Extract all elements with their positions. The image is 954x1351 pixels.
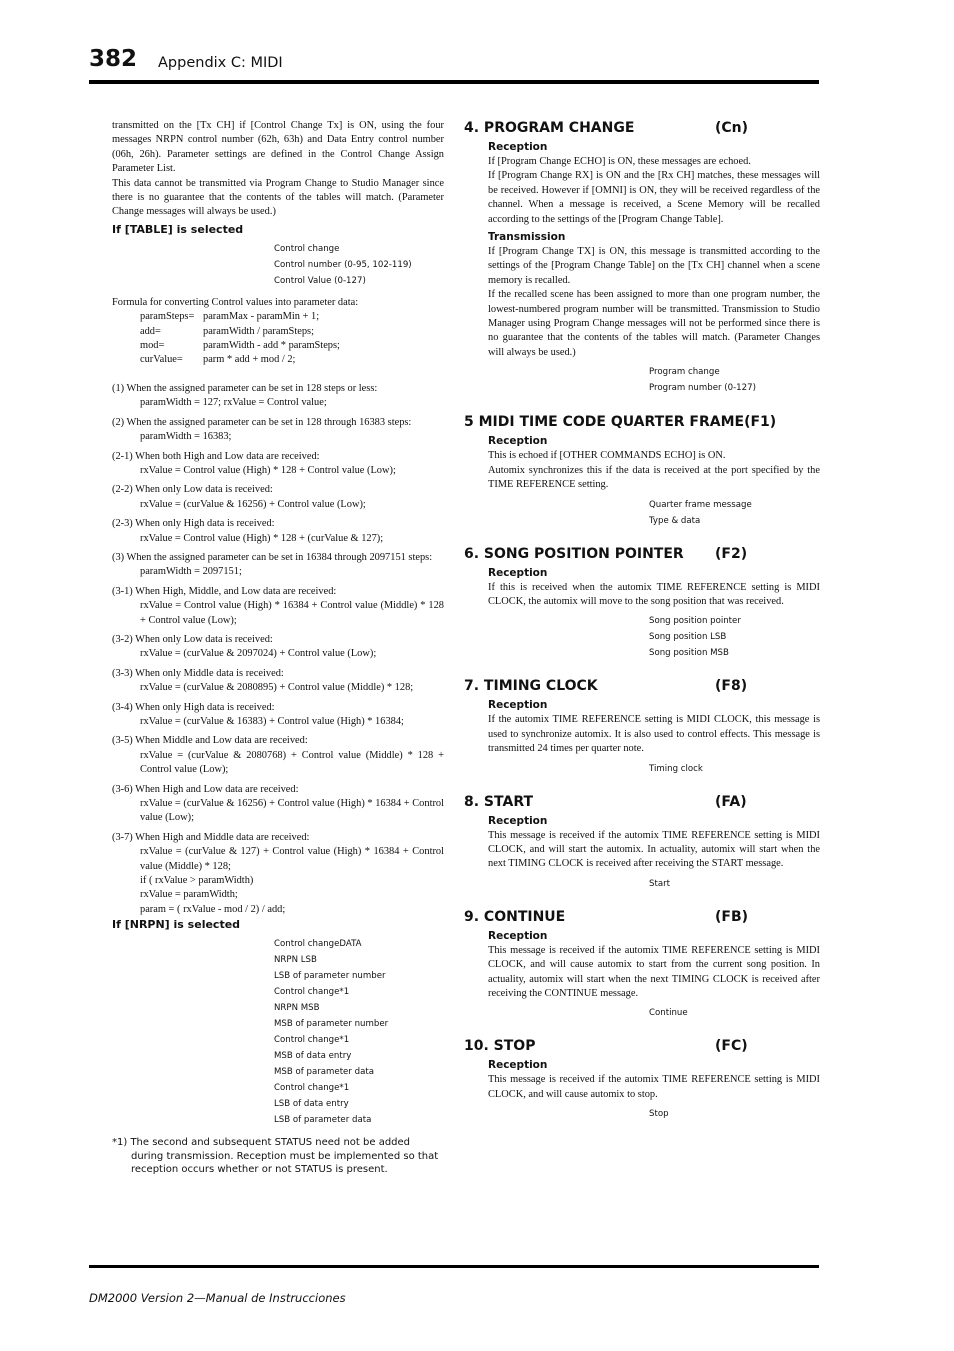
section-heading (464, 793, 820, 811)
header-rule (89, 80, 819, 84)
list-item: Program number (0-127) (649, 383, 756, 394)
list-item: MSB of parameter number (274, 1019, 389, 1030)
case-list (112, 382, 444, 917)
list-item: Song position LSB (649, 632, 727, 643)
case-item (112, 701, 444, 730)
section-body (464, 140, 820, 396)
section-start (464, 793, 820, 892)
formula-line (140, 353, 444, 367)
case-item (112, 382, 444, 411)
formula-block (112, 310, 444, 368)
formula-value: paramMax - paramMin + 1; (203, 311, 320, 323)
reception-heading: Reception (488, 435, 548, 448)
section-title: 8. START (464, 793, 534, 810)
formula-line (140, 310, 444, 324)
section-body (464, 814, 820, 892)
body-paragraph: Automix synchronizes this if the data is received at the port specified by the TIME REFERENCE setting. (488, 464, 820, 491)
section-code: (F2) (715, 545, 748, 562)
list-item: Timing clock (649, 763, 703, 774)
reception-heading: Reception (488, 141, 548, 153)
section-code: (F8) (715, 678, 748, 695)
case-head: (2-3) When only High data is received: (112, 518, 275, 530)
reception-heading: Reception (488, 699, 548, 712)
case-head: (3-2) When only Low data is received: (112, 633, 273, 645)
case-line: paramWidth = 127; rxValue = Control value; (140, 397, 327, 409)
table-message-list (274, 241, 444, 289)
case-line: rxValue = (curValue & 16256) + Control value (Low); (140, 498, 366, 510)
case-line: rxValue = (curValue & 2080895) + Control value (Middle) * 128; (140, 682, 414, 694)
list-item: Control change*1 (274, 1083, 350, 1094)
case-head: (2-1) When both High and Low data are received: (112, 450, 320, 462)
body-paragraph: This message is received if the automix TIME REFERENCE setting is MIDI CLOCK, and will cause automix to start from the current song position. In actuality, automix will start when the next TIMING CLOCK is received after receiving the CONTINUE message. (488, 944, 820, 999)
section-body (464, 929, 820, 1022)
case-line: if ( rxValue > paramWidth) (140, 875, 254, 887)
list-item: MSB of data entry (274, 1051, 352, 1062)
case-item (112, 551, 444, 580)
section-continue (464, 908, 820, 1022)
section-title: 10. STOP (464, 1038, 536, 1055)
case-head: (3-4) When only High data is received: (112, 701, 275, 713)
case-line: rxValue = (curValue & 2097024) + Control value (Low); (140, 648, 377, 660)
footer-rule (89, 1265, 819, 1268)
list-item: Control changeDATA (274, 939, 362, 950)
case-head: (3-7) When High and Middle data are received: (112, 831, 310, 843)
section-heading (464, 413, 820, 431)
section-code: (Cn) (715, 120, 749, 136)
reception-heading: Reception (488, 1059, 548, 1072)
formula-key: paramSteps= (140, 311, 195, 323)
case-line: rxValue = (curValue & 16383) + Control value (High) * 16384; (140, 716, 404, 727)
formula-line (140, 325, 444, 339)
body-paragraph: This is echoed if [OTHER COMMANDS ECHO] is ON. (488, 450, 726, 462)
list-item: LSB of data entry (274, 1099, 349, 1110)
section-title: 6. SONG POSITION POINTER (464, 545, 684, 562)
list-item: Song position MSB (649, 648, 729, 659)
list-item: Type & data (649, 515, 701, 526)
list-item: LSB of parameter number (274, 971, 386, 982)
body-paragraph: If [Program Change RX] is ON and the [Rx CH] matches, these messages will be received. However if [OMNI] is ON, they will be received regardless of the channel. When a message is received, a Scene Memory will be recalled according to the settings of the [Program Change Table]. (488, 170, 820, 225)
list-item: NRPN LSB (274, 955, 317, 966)
section-body (464, 566, 820, 662)
case-line: param = ( rxValue - mod / 2) / add; (140, 903, 286, 915)
message-list (649, 497, 820, 529)
case-head: (1) When the assigned parameter can be set in 128 steps or less: (112, 382, 378, 394)
right-column (464, 119, 820, 1122)
case-item (112, 517, 444, 546)
list-item: Control change*1 (274, 987, 350, 998)
section-code: (FA) (715, 793, 747, 810)
body-paragraph: If the automix TIME REFERENCE setting is MIDI CLOCK, this message is used to synchronize automix. It is also used to control effects. This message is transmitted 24 times per quarter note. (488, 714, 820, 755)
nrpn-message-list (274, 936, 444, 1128)
section-mtc-quarter-frame (464, 413, 820, 528)
case-item (112, 831, 444, 917)
intro-paragraph: This data cannot be transmitted via Program Change to Studio Manager since there is no guarantee that the contents of the tables will match. (Parameter Change messages will always be used.) (112, 177, 444, 218)
case-line: rxValue = Control value (High) * 16384 + Control value (Middle) * 128 + Control value (Low); (140, 600, 444, 626)
case-line: paramWidth = 2097151; (140, 566, 242, 578)
case-head: (3-1) When High, Middle, and Low data are received: (112, 585, 337, 597)
case-line: paramWidth = 16383; (140, 431, 232, 443)
case-line: rxValue = (curValue & 2080768) + Control value (Middle) * 128 + Control value (Low); (140, 749, 444, 776)
case-item (112, 450, 444, 479)
formula-key: curValue= (140, 354, 183, 366)
transmission-heading: Transmission (488, 231, 566, 244)
section-body (464, 434, 820, 528)
section-heading (464, 908, 820, 926)
body-paragraph: This message is received if the automix TIME REFERENCE setting is MIDI CLOCK, and will cause automix to stop. (488, 1074, 820, 1100)
case-item (112, 483, 444, 512)
case-head: (2-2) When only Low data is received: (112, 484, 273, 496)
section-song-position-pointer (464, 545, 820, 662)
list-item: Program change (649, 367, 720, 378)
nrpn-heading: If [NRPN] is selected (112, 918, 241, 932)
case-item (112, 416, 444, 445)
table-heading: If [TABLE] is selected (112, 222, 244, 236)
list-item: LSB of parameter data (274, 1115, 372, 1126)
message-list (649, 876, 820, 892)
page-number: 382 (89, 46, 138, 72)
section-code: (FC) (715, 1038, 748, 1055)
list-item: Song position pointer (649, 616, 741, 627)
body-paragraph: If [Program Change ECHO] is ON, these messages are echoed. (488, 156, 751, 167)
list-item: Continue (649, 1008, 688, 1019)
list-item: NRPN MSB (274, 1003, 320, 1014)
page-header-title: Appendix C: MIDI (158, 55, 283, 71)
body-paragraph: If the recalled scene has been assigned to more than one program number, the lowest-numbered program number will be transmitted. Transmission to Studio Manager using Program Change messages will not be performed since there is no guarantee that the contents of the tables will match. (Parameter Changes will always be used.) (488, 289, 820, 358)
section-program-change (464, 119, 820, 396)
case-item (112, 783, 444, 826)
list-item: Control change (274, 243, 340, 254)
case-item (112, 734, 444, 777)
message-list (649, 761, 820, 777)
footnote: *1) The second and subsequent STATUS need not be added during transmission. Reception must be implemented so that reception occurs whether or not STATUS is present. (112, 1137, 439, 1175)
case-item (112, 585, 444, 628)
case-line: rxValue = paramWidth; (140, 889, 238, 901)
formula-intro: Formula for converting Control values into parameter data: (112, 296, 359, 308)
intro-paragraph: transmitted on the [Tx CH] if [Control Change Tx] is ON, using the four messages NRPN control number (62h, 63h) and Data Entry control number (06h, 26h). Parameter settings are defined in the Control Change Assign Parameter List. (112, 120, 444, 175)
case-head: (3) When the assigned parameter can be set in 16384 through 2097151 steps: (112, 551, 433, 563)
section-body (464, 1058, 820, 1122)
footer-text: DM2000 Version 2—Manual de Instrucciones (89, 1291, 346, 1305)
reception-heading: Reception (488, 929, 548, 942)
message-list (649, 1106, 820, 1122)
list-item: Control number (0-95, 102-119) (274, 259, 412, 270)
list-item: Control Value (0-127) (274, 275, 366, 286)
section-timing-clock (464, 677, 820, 776)
reception-heading: Reception (488, 566, 548, 579)
list-item: MSB of parameter data (274, 1067, 374, 1078)
message-list (649, 613, 820, 661)
list-item: Start (649, 878, 670, 889)
section-title: 4. PROGRAM CHANGE (464, 120, 635, 136)
list-item: Control change*1 (274, 1035, 350, 1046)
formula-line (140, 339, 444, 353)
case-head: (2) When the assigned parameter can be set in 128 through 16383 steps: (112, 416, 412, 428)
case-item (112, 633, 444, 662)
case-line: rxValue = Control value (High) * 128 + Control value (Low); (140, 464, 396, 476)
section-title: 9. CONTINUE (464, 908, 566, 925)
section-heading (464, 119, 820, 137)
case-line: rxValue = (curValue & 16256) + Control value (High) * 16384 + Control value (Low); (140, 798, 444, 824)
body-paragraph: If [Program Change TX] is ON, this message is transmitted according to the settings of the [Program Change Table] on the [Tx CH] channel when a scene memory is recalled. (488, 246, 820, 286)
section-stop (464, 1037, 820, 1122)
list-item: Quarter frame message (649, 499, 752, 510)
case-head: (3-5) When Middle and Low data are received: (112, 735, 308, 747)
section-heading (464, 1037, 820, 1055)
left-column (112, 119, 444, 1176)
case-head: (3-6) When High and Low data are received: (112, 783, 299, 795)
formula-key: mod= (140, 340, 165, 352)
section-title: 5 MIDI TIME CODE QUARTER FRAME(F1) (464, 414, 777, 431)
list-item: Stop (649, 1109, 669, 1120)
reception-heading: Reception (488, 814, 548, 827)
message-list (649, 364, 820, 396)
body-paragraph: This message is received if the automix TIME REFERENCE setting is MIDI CLOCK, and will start the automix. In actuality, automix will start when the next TIMING CLOCK is received after receiving the START message. (488, 829, 820, 870)
section-body (464, 698, 820, 776)
message-list (649, 1005, 820, 1021)
section-heading (464, 677, 820, 695)
formula-value: paramWidth / paramSteps; (203, 325, 314, 337)
formula-value: paramWidth - add * paramSteps; (203, 340, 340, 352)
formula-value: parm * add + mod / 2; (203, 354, 296, 366)
body-paragraph: If this is received when the automix TIME REFERENCE setting is MIDI CLOCK, the automix will move to the song position that was received. (488, 581, 820, 607)
case-head: (3-3) When only Middle data is received: (112, 667, 284, 679)
case-item (112, 667, 444, 696)
case-line: rxValue = (curValue & 127) + Control value (High) * 16384 + Control value (Middle) * 128; (140, 846, 444, 872)
section-heading (464, 545, 820, 563)
formula-key: add= (140, 325, 161, 337)
case-line: rxValue = Control value (High) * 128 + (curValue & 127); (140, 532, 384, 544)
section-title: 7. TIMING CLOCK (464, 678, 598, 695)
section-code: (FB) (715, 908, 749, 925)
